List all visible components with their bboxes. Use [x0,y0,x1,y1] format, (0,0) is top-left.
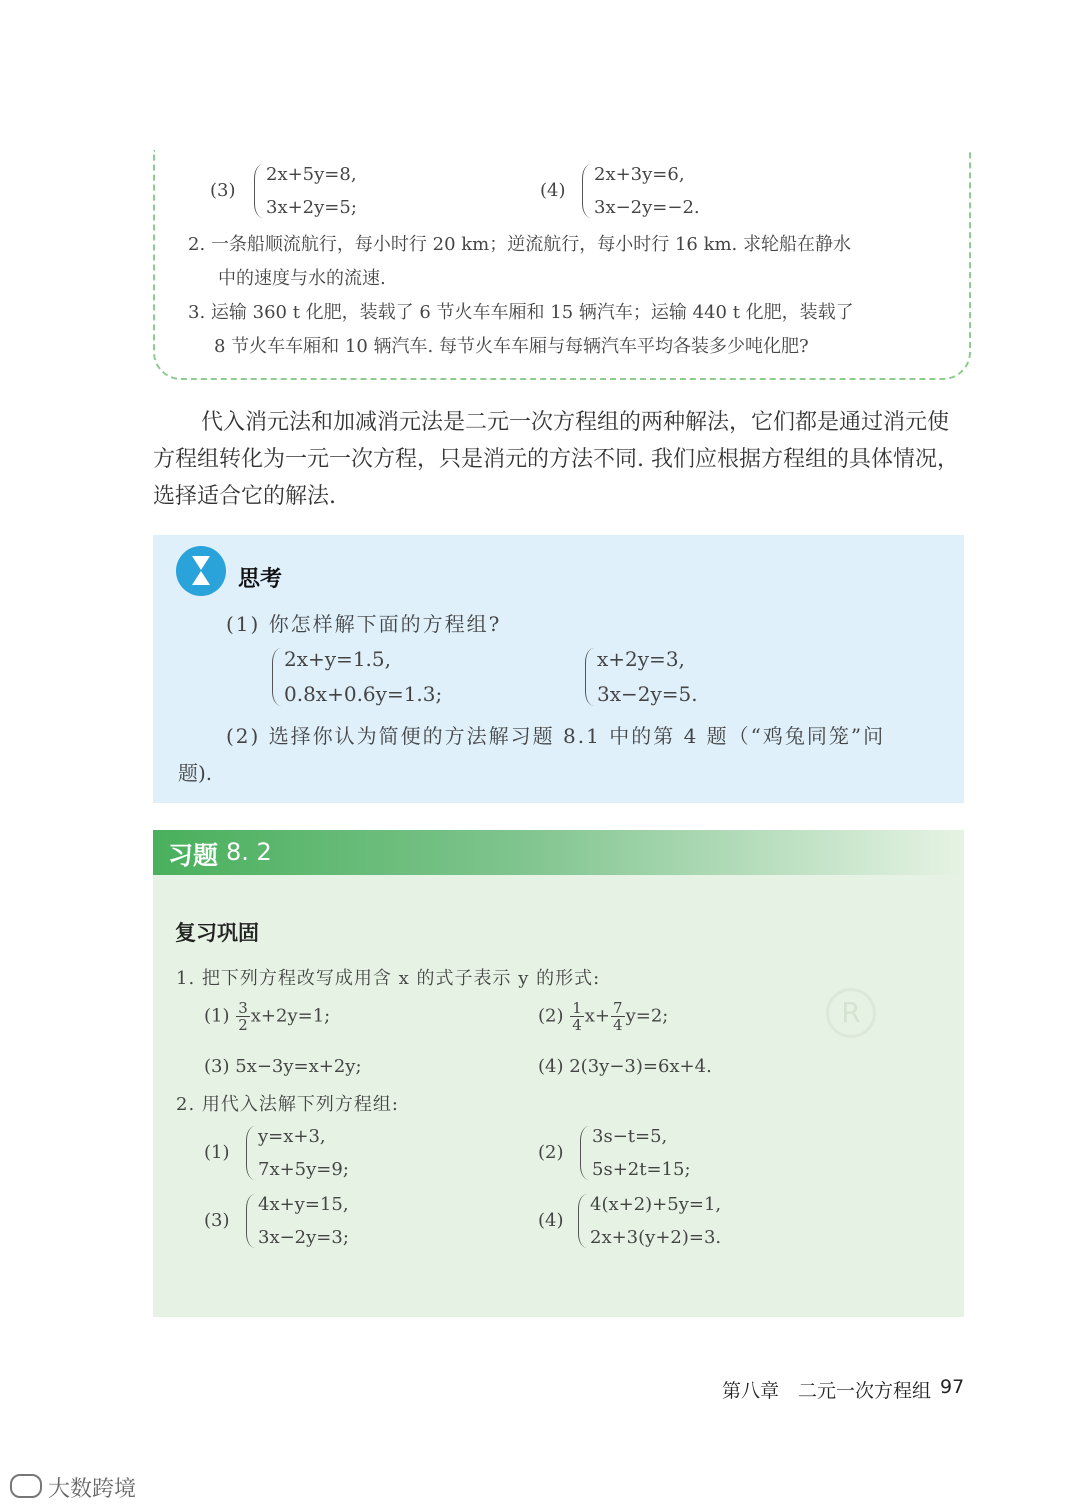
section-title: 复习巩固 [175,921,259,945]
page-number: 97 [940,1376,965,1398]
expression: x+ [584,1005,611,1027]
q1-item-2 [538,1000,668,1033]
numerator: 1 [572,999,582,1017]
question-3-line-2: 8 节火车车厢和 10 辆汽车. 每节火车车厢与每辆汽车平均各装多少吨化肥? [214,336,809,357]
exercise-header-bar [153,830,964,875]
item-4-label: (4) [540,180,566,201]
chapter-footer: 第八章 二元一次方程组 [722,1380,932,1402]
think-title: 思考 [238,567,283,592]
q1-item-1 [204,1000,330,1033]
numerator: 3 [238,999,248,1017]
exercise-label: 习题 [168,841,219,870]
q2-system-3 [246,1188,349,1254]
question-3-line-1: 3. 运输 360 t 化肥，装载了 6 节火车车厢和 15 辆汽车；运输 440 t 化肥，装载了 [188,302,854,323]
exercise-number: 8. 2 [226,838,272,866]
question-2-line-2: 中的速度与水的流速. [218,268,386,289]
q2-item-1-label: (1) [204,1142,230,1163]
logo-text: 大数跨境 [48,1477,137,1502]
q2-item-3-label: (3) [204,1210,230,1231]
think-system-b [585,642,698,712]
fraction [611,1000,625,1033]
logo-icon [10,1474,42,1498]
item-3-label: (3) [210,180,236,201]
fraction [570,1000,584,1033]
expression: y=2; [625,1005,669,1027]
equation: 7x+5y=9; [258,1159,349,1180]
equation: 5s+2t=15; [592,1159,691,1180]
q1-item-4: (4) 2(3y−3)=6x+4. [538,1056,712,1077]
body-paragraph: 代入消元法和加减消元法是二元一次方程组的两种解法，它们都是通过消元使方程组转化为一元一次方程，只是消元的方法不同. 我们应根据方程组的具体情况，选择适合它的解法. [153,410,959,509]
q2-system-4 [578,1188,721,1254]
question-2-line-1: 2. 一条船顺流航行，每小时行 20 km；逆流航行，每小时行 16 km. 求轮船在静水 [188,234,851,255]
system-3 [254,158,357,224]
think-question-2-line-1: (2) 选择你认为简便的方法解习题 8.1 中的第 4 题（“鸡兔同笼”问 [226,724,886,748]
think-question-2-line-2: 题). [178,761,213,785]
equation: 3x−2y=−2. [594,197,700,218]
think-system-a [272,642,442,712]
item-label: (2) [538,1005,564,1027]
equation: 3x−2y=3; [258,1227,349,1248]
equation: y=x+3, [258,1126,326,1147]
equation: 3x+2y=5; [266,197,357,218]
denominator: 2 [238,1016,248,1034]
equation: 0.8x+0.6y=1.3; [284,682,443,706]
registered-watermark-icon: R [826,988,876,1038]
equation: 4x+y=15, [258,1194,349,1215]
equation: 2x+y=1.5, [284,647,391,671]
equation: 4(x+2)+5y=1, [590,1194,722,1215]
equation: x+2y=3, [597,647,685,671]
equation: 2x+3(y+2)=3. [590,1227,722,1248]
equation: 2x+5y=8, [266,164,357,185]
denominator: 4 [572,1016,582,1034]
equation: 2x+3y=6, [594,164,685,185]
q2-system-1 [246,1120,349,1186]
equation: 3x−2y=5. [597,682,698,706]
q2-system-2 [580,1120,691,1186]
q1-item-3: (3) 5x−3y=x+2y; [204,1056,362,1077]
exercise-question-2: 2. 用代入法解下列方程组: [176,1094,399,1115]
fraction [236,1000,250,1033]
q2-item-4-label: (4) [538,1210,564,1231]
exercise-question-1: 1. 把下列方程改写成用含 x 的式子表示 y 的形式: [176,968,601,989]
system-4 [582,158,700,224]
item-label: (1) [204,1005,230,1027]
think-question-1: (1) 你怎样解下面的方程组? [226,612,502,636]
expression: x+2y=1; [250,1005,331,1027]
equation: 3s−t=5, [592,1126,668,1147]
q2-item-2-label: (2) [538,1142,564,1163]
numerator: 7 [613,999,623,1017]
hourglass-icon [176,546,226,596]
denominator: 4 [613,1016,623,1034]
